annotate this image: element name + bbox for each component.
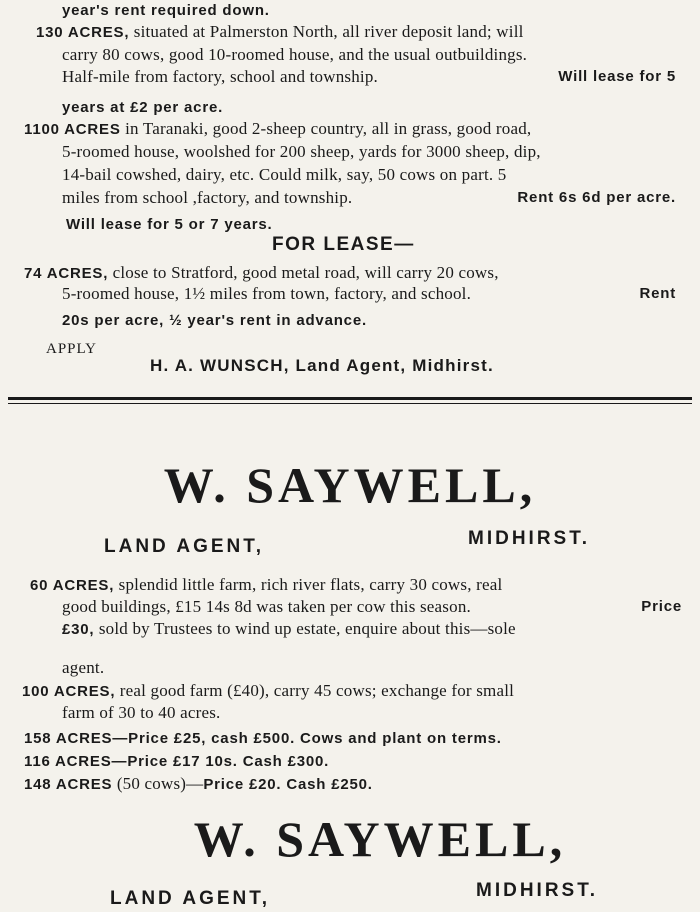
listing-60-price-label: Price [641,598,682,615]
apply-label: APPLY [46,341,98,357]
wunsch-agent: H. A. WUNSCH, Land Agent, Midhirst. [150,356,494,375]
listing-130-terms: years at £2 per acre. [62,99,224,116]
listing-100-text1: real good farm (£40), carry 45 cows; exchange for small [119,681,515,700]
listing-148-price: Price £20. Cash £250. [203,776,373,793]
saywell-heading-1: W. SAYWELL, [163,457,537,513]
land-agent-label-2: LAND AGENT, [110,888,271,909]
land-agent-label-1: LAND AGENT, [104,536,265,557]
listing-1100-text1: in Taranaki, good 2-sheep country, all in grass, good road, [125,119,532,138]
listing-60-line3 [62,618,516,641]
listing-74-size: 74 ACRES, [24,265,109,282]
listing-60-line2 [62,596,682,618]
listing-130-line2: carry 80 cows, good 10-roomed house, and the usual outbuildings. [62,45,528,64]
listing-1100-line1 [24,118,531,141]
listing-60-line4: agent. [62,658,105,677]
listing-1100-line2: 5-roomed house, woolshed for 200 sheep, yards for 3000 sheep, dip, [62,142,541,161]
listing-1100-size: 1100 ACRES [24,121,121,138]
listing-148-mid: (50 cows)— [116,774,204,793]
midhirst-label-2: MIDHIRST. [476,880,598,901]
listing-100-line2: farm of 30 to 40 acres. [62,703,221,722]
listing-130-lease: Will lease for 5 [558,68,676,85]
listing-74-text1: close to Stratford, good metal road, will carry 20 cows, [112,263,499,282]
listing-158: 158 ACRES—Price £25, cash £500. Cows and plant on terms. [24,730,502,747]
listing-116: 116 ACRES—Price £17 10s. Cash £300. [24,753,330,770]
listing-148 [24,773,373,796]
listing-1100-rent: Rent 6s 6d per acre. [517,189,676,206]
listing-130-size: 130 ACRES, [36,24,130,41]
listing-1100-text4: miles from school ,factory, and township. [62,188,353,207]
listing-60-text2: good buildings, £15 14s 8d was taken per cow this season. [62,597,471,616]
listing-60-size: 60 ACRES, [30,577,115,594]
listing-130-text3: Half-mile from factory, school and township. [62,67,378,86]
midhirst-label-1: MIDHIRST. [468,528,590,549]
listing-60-text3: sold by Trustees to wind up estate, enquire about this—sole [98,619,516,638]
listing-1100-line4 [62,187,676,209]
listing-60-text1: splendid little farm, rich river flats, carry 30 cows, real [118,575,503,594]
listing-1100-line3: 14-bail cowshed, dairy, etc. Could milk, say, 50 cows on part. 5 [62,165,507,184]
listing-100-line1 [22,680,682,703]
listing-74-line1 [24,262,676,285]
listing-148-size: 148 ACRES [24,776,113,793]
listing-1100-lease: Will lease for 5 or 7 years. [66,216,273,233]
listing-60-price: £30, [62,621,95,638]
listing-130-text1: situated at Palmerston North, all river deposit land; will [133,22,524,41]
divider-thick [8,397,692,400]
listing-60-line1 [30,574,682,597]
for-lease-heading: FOR LEASE— [272,234,415,255]
listing-100-size: 100 ACRES, [22,683,116,700]
saywell-heading-2: W. SAYWELL, [193,811,567,867]
listing-74-line2 [62,283,676,305]
listing-74-terms: 20s per acre, ½ year's rent in advance. [62,312,367,329]
listing-130-line1 [36,21,676,44]
fragment-line: year's rent required down. [62,2,270,19]
divider-thin [8,403,692,404]
listing-74-rent: Rent [639,285,676,302]
listing-130-line3 [62,66,676,88]
listing-74-text2: 5-roomed house, 1½ miles from town, factory, and school. [62,284,472,303]
